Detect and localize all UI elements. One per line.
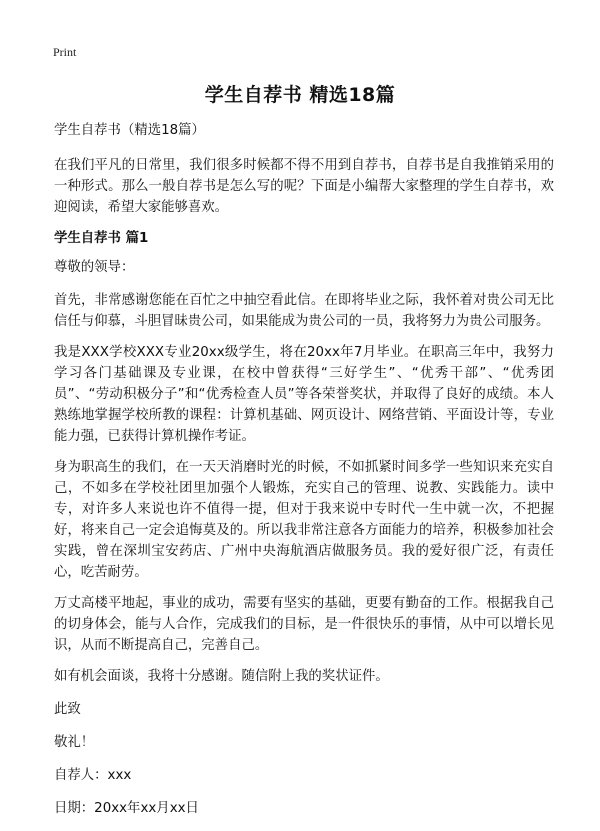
document-subtitle: 学生自荐书（精选18篇）	[54, 123, 205, 138]
body-paragraph: 我是XXX学校XXX专业20xx级学生，将在20xx年7月毕业。在职高三年中，我努力学习各门基础课及专业课，在校中曾获得“三好学生”、“优秀干部”、“优秀团员”、“劳动积极分子”和“优秀检查人员”等各荣誉奖状，并取得了良好的成绩。本人熟练地掌握学校所教的课程：计算机基础、网页设计、网络营销、平面设计等，专业能力强，已获得计算机操作考证。	[54, 345, 554, 444]
signer-line: 自荐人：xxx	[54, 768, 132, 783]
document-body	[54, 120, 554, 831]
page-title: 学生自荐书 精选18篇	[204, 84, 396, 106]
body-paragraph: 万丈高楼平地起，事业的成功，需要有坚实的基础，更要有勤奋的工作。根据我自己的切身体会，能与人合作，完成我们的目标，是一件很快乐的事情，从中可以增长见识，从而不断提高自己，完善自己。	[54, 596, 554, 653]
body-paragraph: 首先，非常感谢您能在百忙之中抽空看此信。在即将毕业之际，我怀着对贵公司无比信任与仰慕，斗胆冒昧贵公司，如果能成为贵公司的一员，我将努力为贵公司服务。	[54, 293, 554, 329]
closing-greeting: 敬礼！	[54, 735, 95, 750]
salutation: 尊敬的领导：	[54, 260, 135, 275]
body-paragraph: 身为职高生的我们，在一天天消磨时光的时候，不如抓紧时间多学一些知识来充实自己，不如多在学校社团里加强个人锻炼，充实自己的管理、说教、实践能力。读中专，对许多人来说也许不值得一提，但对于我来说中专时代一生中就一次，不把握好，将来自己一定会追悔莫及的。所以我非常注意各方面能力的培养，积极参加社会实践，曾在深圳宝安药店、广州中央海航酒店做服务员。我的爱好很广泛，有责任心，吃苦耐劳。	[54, 460, 554, 580]
print-link[interactable]: Print	[53, 45, 77, 59]
closing-line: 此致	[54, 702, 81, 717]
body-paragraph: 如有机会面谈，我将十分感谢。随信附上我的奖状证件。	[54, 669, 389, 684]
date-line: 日期：20xx年xx月xx日	[54, 801, 199, 816]
section-heading: 学生自荐书 篇1	[54, 231, 149, 246]
intro-paragraph: 在我们平凡的日常里，我们很多时候都不得不用到自荐书，自荐书是自我推销采用的一种形式。那么一般自荐书是怎么写的呢？下面是小编帮大家整理的学生自荐书，欢迎阅读，希望大家能够喜欢。	[54, 158, 554, 215]
